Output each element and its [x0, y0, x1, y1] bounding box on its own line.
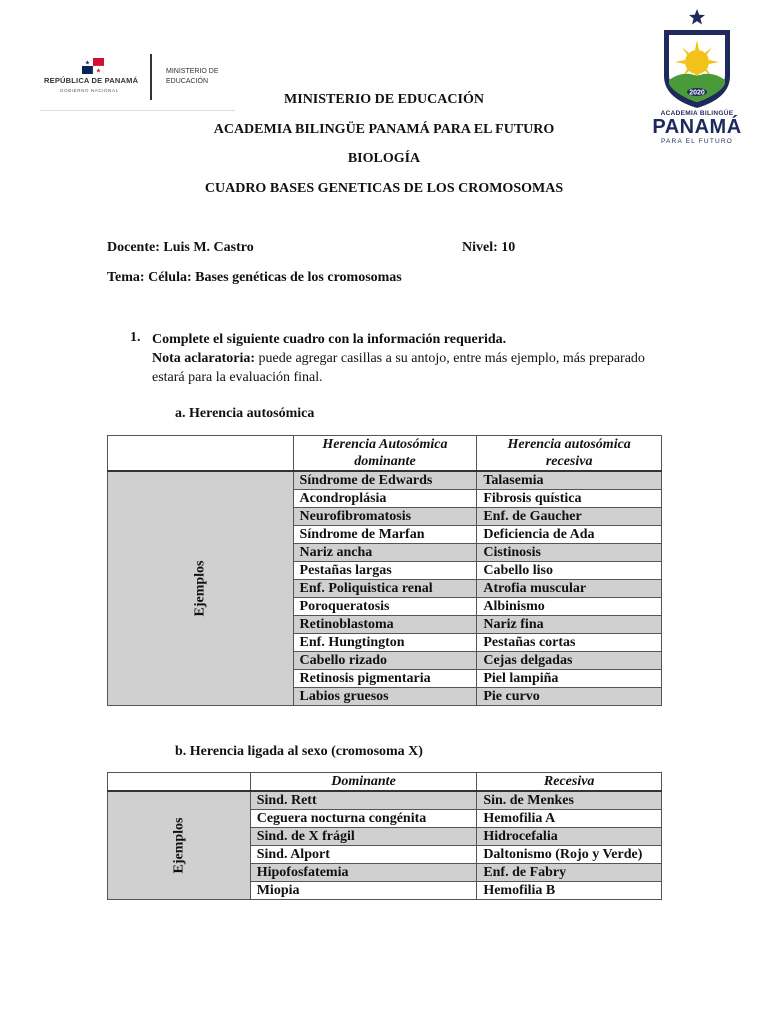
recessive-cell: Enf. de Fabry	[477, 864, 662, 882]
crest-year: 2020	[689, 89, 705, 97]
dominant-cell: Miopia	[250, 882, 477, 900]
question-block	[152, 330, 672, 387]
section-b-title: b. Herencia ligada al sexo (cromosoma X)	[175, 744, 423, 759]
recessive-cell: Hemofilia A	[477, 810, 662, 828]
table-header-row	[108, 436, 662, 472]
section-a-title: a. Herencia autosómica	[175, 406, 315, 421]
note-text: puede agregar casillas a su antojo, entre más ejemplo, más preparado estará para la evaluación final.	[152, 351, 645, 385]
autosomal-table	[107, 435, 662, 706]
dominant-cell: Enf. Hungtington	[293, 634, 477, 652]
teacher-name: Docente: Luis M. Castro	[107, 240, 254, 255]
recessive-cell: Pestañas cortas	[477, 634, 662, 652]
recessive-cell: Daltonismo (Rojo y Verde)	[477, 846, 662, 864]
country-name: REPÚBLICA DE PANAMÁ	[44, 76, 139, 85]
dominant-cell: Síndrome de Marfan	[293, 526, 477, 544]
column-header-dominant: Dominante	[250, 773, 477, 792]
recessive-cell: Cistinosis	[477, 544, 662, 562]
ministry-label-line1: MINISTERIO DE	[166, 68, 219, 75]
column-header-recessive: Herencia autosómica recesiva	[477, 436, 662, 472]
panama-flag-icon	[82, 58, 104, 74]
recessive-cell: Deficiencia de Ada	[477, 526, 662, 544]
dominant-cell: Sind. de X frágil	[250, 828, 477, 846]
recessive-cell: Sin. de Menkes	[477, 791, 662, 810]
table-row	[108, 471, 662, 490]
dominant-cell: Sind. Rett	[250, 791, 477, 810]
header-academy: ACADEMIA BILINGÜE PANAMÁ PARA EL FUTURO	[213, 122, 555, 137]
dominant-cell: Síndrome de Edwards	[293, 471, 477, 490]
column-header-recessive: Recesiva	[477, 773, 662, 792]
svg-text:★: ★	[84, 60, 91, 67]
dominant-cell: Retinoblastoma	[293, 616, 477, 634]
row-group-label-cell	[108, 791, 251, 900]
sex-linked-table	[107, 772, 662, 900]
row-group-label: Ejemplos	[192, 560, 208, 617]
recessive-cell: Atrofia muscular	[477, 580, 662, 598]
table-header-row	[108, 773, 662, 792]
header-subject: BIOLOGÍA	[347, 151, 421, 166]
recessive-cell: Cabello liso	[477, 562, 662, 580]
dominant-cell: Nariz ancha	[293, 544, 477, 562]
note-label: Nota aclaratoria:	[152, 351, 256, 366]
recessive-cell: Cejas delgadas	[477, 652, 662, 670]
dominant-cell: Hipofosfatemia	[250, 864, 477, 882]
dominant-cell: Cabello rizado	[293, 652, 477, 670]
table-row	[108, 791, 662, 810]
header-ministry: MINISTERIO DE EDUCACIÓN	[284, 92, 484, 107]
dominant-cell: Acondroplásia	[293, 490, 477, 508]
dominant-cell: Pestañas largas	[293, 562, 477, 580]
star-icon	[688, 8, 706, 26]
logo-underline	[40, 110, 235, 111]
table-corner-cell	[108, 436, 294, 472]
recessive-cell: Talasemia	[477, 471, 662, 490]
row-group-label: Ejemplos	[171, 817, 187, 874]
recessive-cell: Hidrocefalia	[477, 828, 662, 846]
crest-label-line1: ACADEMIA BILINGÜE	[660, 110, 734, 117]
dominant-cell: Enf. Poliquistica renal	[293, 580, 477, 598]
question-instruction: Complete el siguiente cuadro con la información requerida.	[152, 332, 507, 347]
government-label: GOBIERNO NACIONAL	[60, 88, 119, 93]
dominant-cell: Neurofibromatosis	[293, 508, 477, 526]
dominant-cell: Sind. Alport	[250, 846, 477, 864]
svg-text:★: ★	[95, 68, 102, 74]
grade-level: Nivel: 10	[462, 240, 516, 255]
dominant-cell: Retinosis pigmentaria	[293, 670, 477, 688]
ministry-label-line2: EDUCACIÓN	[166, 78, 209, 85]
dominant-cell: Labios gruesos	[293, 688, 477, 706]
recessive-cell: Enf. de Gaucher	[477, 508, 662, 526]
recessive-cell: Hemofilia B	[477, 882, 662, 900]
column-header-dominant: Herencia Autosómica dominante	[293, 436, 477, 472]
table-corner-cell	[108, 773, 251, 792]
dominant-cell: Poroqueratosis	[293, 598, 477, 616]
header-document-title: CUADRO BASES GENETICAS DE LOS CROMOSOMAS	[204, 181, 564, 196]
topic: Tema: Célula: Bases genéticas de los cromosomas	[107, 270, 402, 285]
recessive-cell: Nariz fina	[477, 616, 662, 634]
crest-label-line3: PARA EL FUTURO	[660, 138, 734, 145]
recessive-cell: Fibrosis quística	[477, 490, 662, 508]
question-number: 1.	[130, 330, 141, 345]
crest-label-line2: PANAMÁ	[652, 116, 742, 138]
recessive-cell: Pie curvo	[477, 688, 662, 706]
row-group-label-cell	[108, 471, 294, 706]
recessive-cell: Albinismo	[477, 598, 662, 616]
question-note	[152, 349, 672, 387]
recessive-cell: Piel lampiña	[477, 670, 662, 688]
dominant-cell: Ceguera nocturna congénita	[250, 810, 477, 828]
